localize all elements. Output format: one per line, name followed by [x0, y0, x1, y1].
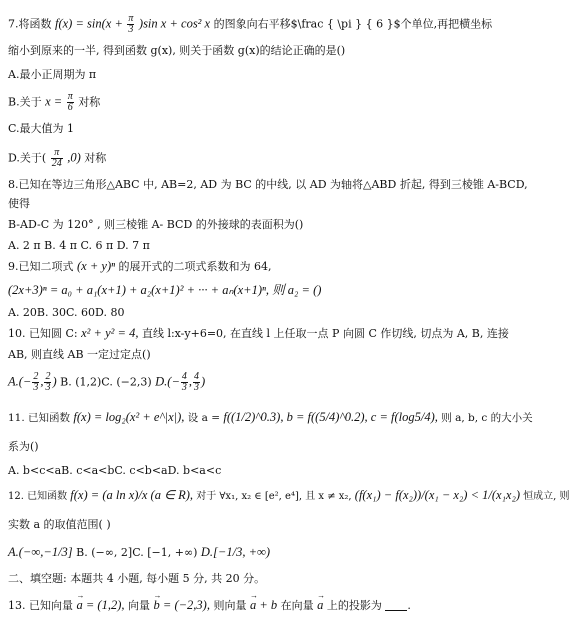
q8-line2: 使得: [8, 197, 30, 210]
q7-formula-part1: f(x) = sin(x +: [55, 16, 123, 31]
q7-option-c: C.最大值为 1: [8, 122, 75, 135]
q9-line1: 9.已知二项式 (x + y)ⁿ 的展开式的二项式系数和为 64,: [8, 259, 272, 273]
q13-line1: 13. 已知向量 → a = (1,2), 向量 → b = (−2,3), 则向量 → a + b 在向量 → a 上的投影为 .: [8, 598, 411, 613]
q11-line2: 系为(): [8, 440, 39, 453]
q7-option-a: A.最小正周期为 π: [8, 68, 97, 81]
section2-heading: 二、填空题: 本题共 4 小题, 每小题 5 分, 共 20 分。: [8, 572, 266, 585]
q7-line1: [8, 14, 492, 35]
q7-option-d-fraction: $\frac{\pi}{24}$: [51, 147, 62, 169]
q8-options: A. 2 π B. 4 π C. 6 π D. 7 π: [8, 239, 150, 252]
q12-options: A.(−∞,−1/3] B. (−∞, 2]C. [−1, +∞) D.[−1/3, +∞): [8, 545, 271, 559]
q12-line2: 实数 a 的取值范围( ): [8, 518, 111, 531]
q8-line3: B-AD-C 为 120° , 则三棱锥 A- BCD 的外接球的表面积为(): [8, 218, 304, 231]
q9-equation: (2x+3)ⁿ = a₀ + a₁(x+1) + a₂(x+1)² + ··· + aₙ(x+1)ⁿ, 则 a₂ = (): [8, 283, 322, 297]
q10-options: A.(− $\frac{2}{3}$ , $\frac{2}{3}$ ) B. (1,2)C. (−2,3) D.(− $\frac{4}{3}$ , $\frac{4}{3}$ ): [8, 371, 206, 393]
q11-options: A. b<c<aB. c<a<bC. c<b<aD. b<a<c: [8, 464, 222, 477]
q10-line1: 10. 已知圆 C: x² + y² = 4, 直线 l:x-y+6=0, 在直线 l 上任取一点 P 向圆 C 作切线, 切点为 A, B, 连接: [8, 326, 509, 340]
q7-option-d: D.关于( $\frac{\pi}{24}$ ,0) 对称: [8, 147, 107, 169]
q7-text-a: 7.将函数: [8, 17, 52, 31]
q12-line1: 12. 已知函数 f(x) = (a ln x)/x (a ∈ R), 对于 ∀x₁, x₂ ∈ [e², e⁴], 且 x ≠ x₂, (f(x₁) − f(x₂))/(x₁ − x₂) < 1/(x₁x₂) 恒成立, 则: [8, 488, 570, 502]
q10-line2: AB, 则直线 AB 一定过定点(): [8, 348, 151, 361]
q7-line2: 缩小到原来的一半, 得到函数 g(x), 则关于函数 g(x)的结论正确的是(): [8, 44, 346, 57]
q7-text-b: 的图象向右平移$\frac { \pi } { 6 }$个单位,再把横坐标: [213, 17, 493, 31]
q7-option-b-fraction: $\frac{\pi}{6}$: [67, 91, 73, 113]
q8-line1: 8.已知在等边三角形△ABC 中, AB=2, AD 为 BC 的中线, 以 AD 为轴将△ABD 折起, 得到三棱锥 A-BCD,: [8, 178, 528, 191]
q7-formula-part2: )sin x + cos² x: [138, 16, 211, 31]
q7-fraction-pi3: $\frac{\pi}{3}$: [128, 13, 134, 35]
q7-option-b: B.关于 x = $\frac{\pi}{6}$ 对称: [8, 91, 101, 113]
answer-blank: [385, 600, 407, 611]
q11-line1: 11. 已知函数 f(x) = log₂(x² + e^|x|), 设 a = f((1/2)^0.3), b = f((5/4)^0.2), c = f(log5/4), 则 a, b, c 的大小关: [8, 410, 533, 424]
q9-options: A. 20B. 30C. 60D. 80: [8, 306, 125, 319]
